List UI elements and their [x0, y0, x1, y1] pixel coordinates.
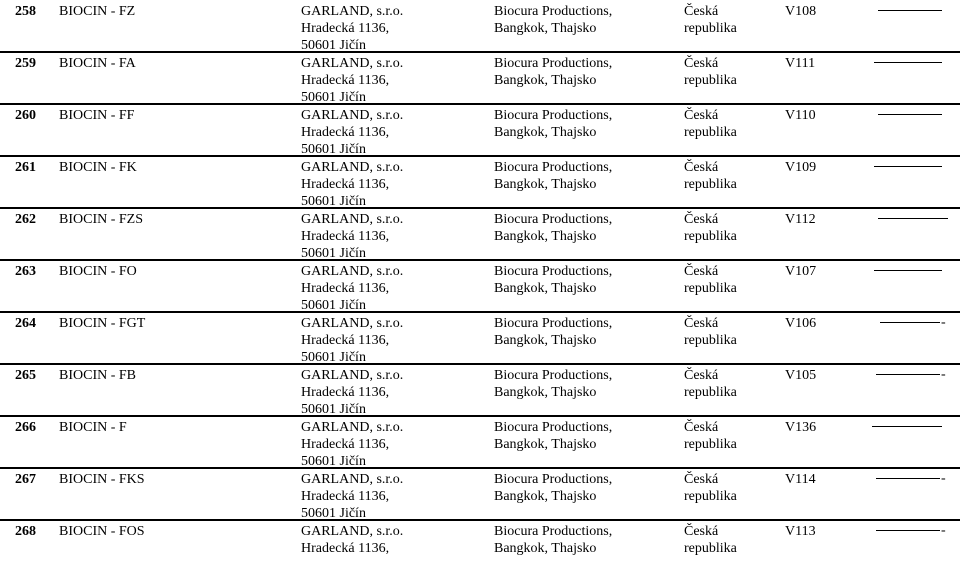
- producer: [494, 471, 612, 505]
- producer: [494, 315, 612, 349]
- row-number: 267: [15, 472, 36, 487]
- country-line2: republika: [684, 489, 737, 504]
- producer-name: Biocura Productions,: [494, 472, 613, 487]
- country-line1: Česká: [684, 316, 719, 331]
- table-row: [0, 364, 960, 416]
- holder-city: 50601 Jičín: [301, 454, 366, 469]
- producer-location: Bangkok, Thajsko: [494, 489, 597, 504]
- country-line2: republika: [684, 125, 737, 140]
- table-row: [0, 104, 960, 156]
- product-name: BIOCIN - FB: [59, 368, 137, 383]
- producer: [494, 367, 612, 401]
- row-divider: [0, 259, 960, 261]
- country-line1: Česká: [684, 56, 719, 71]
- dash-line: [874, 62, 942, 63]
- producer-location: Bangkok, Thajsko: [494, 385, 597, 400]
- holder-street: Hradecká 1136,: [301, 541, 390, 556]
- producer: [494, 3, 612, 37]
- holder-address: [301, 367, 403, 418]
- registration-code: V106: [785, 316, 817, 331]
- holder-city: 50601 Jičín: [301, 194, 366, 209]
- row-number: 266: [15, 420, 36, 435]
- producer-location: Bangkok, Thajsko: [494, 21, 597, 36]
- holder-company: GARLAND, s.r.o.: [301, 524, 404, 539]
- registration-code: V114: [785, 472, 816, 487]
- country-line2: republika: [684, 177, 737, 192]
- producer-location: Bangkok, Thajsko: [494, 281, 597, 296]
- row-number: 259: [15, 56, 36, 71]
- product-name: BIOCIN - FA: [59, 56, 136, 71]
- dash-line: [876, 530, 940, 531]
- row-number: 258: [15, 4, 36, 19]
- producer-location: Bangkok, Thajsko: [494, 437, 597, 452]
- producer-location: Bangkok, Thajsko: [494, 541, 597, 556]
- product-name: BIOCIN - FF: [59, 108, 135, 123]
- country-line2: republika: [684, 541, 737, 556]
- holder-address: [301, 159, 403, 210]
- producer: [494, 159, 612, 193]
- holder-street: Hradecká 1136,: [301, 281, 390, 296]
- dash-line: [878, 10, 942, 11]
- country-line1: Česká: [684, 160, 719, 175]
- producer-location: Bangkok, Thajsko: [494, 73, 597, 88]
- country: [684, 107, 737, 141]
- producer-location: Bangkok, Thajsko: [494, 177, 597, 192]
- holder-street: Hradecká 1136,: [301, 229, 390, 244]
- country-line1: Česká: [684, 420, 719, 435]
- product-name: BIOCIN - FKS: [59, 472, 145, 487]
- country: [684, 419, 737, 453]
- holder-address: [301, 471, 403, 522]
- table-row: [0, 52, 960, 104]
- holder-address: [301, 315, 403, 366]
- holder-company: GARLAND, s.r.o.: [301, 108, 404, 123]
- producer-name: Biocura Productions,: [494, 264, 613, 279]
- row-divider: [0, 103, 960, 105]
- producer-location: Bangkok, Thajsko: [494, 229, 597, 244]
- producer: [494, 419, 612, 453]
- dash-line: [876, 478, 940, 479]
- registration-code: V109: [785, 160, 817, 175]
- holder-company: GARLAND, s.r.o.: [301, 472, 404, 487]
- registration-code: V108: [785, 4, 817, 19]
- product-name: BIOCIN - FGT: [59, 316, 146, 331]
- holder-company: GARLAND, s.r.o.: [301, 56, 404, 71]
- holder-city: 50601 Jičín: [301, 246, 366, 261]
- producer: [494, 55, 612, 89]
- dash-line: [876, 374, 940, 375]
- holder-city: 50601 Jičín: [301, 506, 366, 521]
- minus-mark: -: [941, 471, 946, 486]
- producer-name: Biocura Productions,: [494, 4, 613, 19]
- row-divider: [0, 207, 960, 209]
- holder-company: GARLAND, s.r.o.: [301, 420, 404, 435]
- row-number: 268: [15, 524, 36, 539]
- country: [684, 55, 737, 89]
- country: [684, 159, 737, 193]
- table-row: [0, 468, 960, 520]
- table-row: [0, 416, 960, 468]
- country-line2: republika: [684, 229, 737, 244]
- product-name: BIOCIN - FK: [59, 160, 137, 175]
- holder-city: 50601 Jičín: [301, 90, 366, 105]
- country-line2: republika: [684, 281, 737, 296]
- registration-code: V110: [785, 108, 816, 123]
- producer: [494, 107, 612, 141]
- country-line2: republika: [684, 73, 737, 88]
- country-line1: Česká: [684, 212, 719, 227]
- holder-company: GARLAND, s.r.o.: [301, 4, 404, 19]
- country-line2: republika: [684, 385, 737, 400]
- producer: [494, 211, 612, 245]
- holder-street: Hradecká 1136,: [301, 177, 390, 192]
- minus-mark: -: [941, 523, 946, 538]
- holder-company: GARLAND, s.r.o.: [301, 316, 404, 331]
- holder-address: [301, 107, 403, 158]
- holder-city: 50601 Jičín: [301, 350, 366, 365]
- holder-company: GARLAND, s.r.o.: [301, 212, 404, 227]
- holder-street: Hradecká 1136,: [301, 437, 390, 452]
- row-divider: [0, 51, 960, 53]
- holder-street: Hradecká 1136,: [301, 73, 390, 88]
- country: [684, 315, 737, 349]
- dash-line: [872, 426, 942, 427]
- product-name: BIOCIN - FOS: [59, 524, 145, 539]
- registration-code: V111: [785, 56, 816, 71]
- row-divider: [0, 467, 960, 469]
- country: [684, 367, 737, 401]
- producer-name: Biocura Productions,: [494, 316, 613, 331]
- dash-line: [878, 218, 948, 219]
- dash-line: [878, 114, 942, 115]
- holder-street: Hradecká 1136,: [301, 385, 390, 400]
- holder-address: [301, 523, 403, 557]
- row-number: 263: [15, 264, 36, 279]
- row-divider: [0, 415, 960, 417]
- table-row: [0, 208, 960, 260]
- holder-address: [301, 263, 403, 314]
- country: [684, 471, 737, 505]
- row-number: 265: [15, 368, 36, 383]
- producer-name: Biocura Productions,: [494, 108, 613, 123]
- row-divider: [0, 155, 960, 157]
- holder-city: 50601 Jičín: [301, 298, 366, 313]
- country-line1: Česká: [684, 524, 719, 539]
- producer-location: Bangkok, Thajsko: [494, 125, 597, 140]
- registration-code: V112: [785, 212, 816, 227]
- row-number: 264: [15, 316, 36, 331]
- registration-code: V105: [785, 368, 817, 383]
- producer-location: Bangkok, Thajsko: [494, 333, 597, 348]
- product-name: BIOCIN - FO: [59, 264, 137, 279]
- holder-company: GARLAND, s.r.o.: [301, 160, 404, 175]
- producer-name: Biocura Productions,: [494, 212, 613, 227]
- producer: [494, 523, 612, 557]
- product-name: BIOCIN - F: [59, 420, 127, 435]
- country-line2: republika: [684, 21, 737, 36]
- row-divider: [0, 311, 960, 313]
- registration-code: V136: [785, 420, 817, 435]
- holder-city: 50601 Jičín: [301, 38, 366, 53]
- holder-street: Hradecká 1136,: [301, 489, 390, 504]
- producer-name: Biocura Productions,: [494, 368, 613, 383]
- holder-address: [301, 419, 403, 470]
- country-line2: republika: [684, 437, 737, 452]
- holder-address: [301, 55, 403, 106]
- minus-mark: -: [941, 315, 946, 330]
- holder-street: Hradecká 1136,: [301, 21, 390, 36]
- producer: [494, 263, 612, 297]
- dash-line: [874, 166, 942, 167]
- holder-city: 50601 Jičín: [301, 402, 366, 417]
- product-name: BIOCIN - FZS: [59, 212, 144, 227]
- minus-mark: -: [941, 367, 946, 382]
- country-line1: Česká: [684, 264, 719, 279]
- producer-name: Biocura Productions,: [494, 56, 613, 71]
- country-line1: Česká: [684, 368, 719, 383]
- country: [684, 3, 737, 37]
- producer-name: Biocura Productions,: [494, 420, 613, 435]
- holder-city: 50601 Jičín: [301, 142, 366, 157]
- table-row: [0, 312, 960, 364]
- row-divider: [0, 363, 960, 365]
- table-row: [0, 260, 960, 312]
- row-number: 260: [15, 108, 36, 123]
- row-number: 262: [15, 212, 36, 227]
- holder-address: [301, 3, 403, 54]
- producer-name: Biocura Productions,: [494, 524, 613, 539]
- country-line2: republika: [684, 333, 737, 348]
- product-name: BIOCIN - FZ: [59, 4, 136, 19]
- country: [684, 523, 737, 557]
- country-line1: Česká: [684, 108, 719, 123]
- holder-company: GARLAND, s.r.o.: [301, 368, 404, 383]
- holder-street: Hradecká 1136,: [301, 125, 390, 140]
- row-number: 261: [15, 160, 36, 175]
- registration-code: V107: [785, 264, 817, 279]
- country-line1: Česká: [684, 4, 719, 19]
- table-row: [0, 0, 960, 52]
- country-line1: Česká: [684, 472, 719, 487]
- dash-line: [880, 322, 940, 323]
- table-row: [0, 156, 960, 208]
- country: [684, 263, 737, 297]
- dash-line: [874, 270, 942, 271]
- row-divider: [0, 519, 960, 521]
- table-row: [0, 520, 960, 572]
- holder-street: Hradecká 1136,: [301, 333, 390, 348]
- registration-code: V113: [785, 524, 816, 539]
- country: [684, 211, 737, 245]
- holder-company: GARLAND, s.r.o.: [301, 264, 404, 279]
- holder-address: [301, 211, 403, 262]
- producer-name: Biocura Productions,: [494, 160, 613, 175]
